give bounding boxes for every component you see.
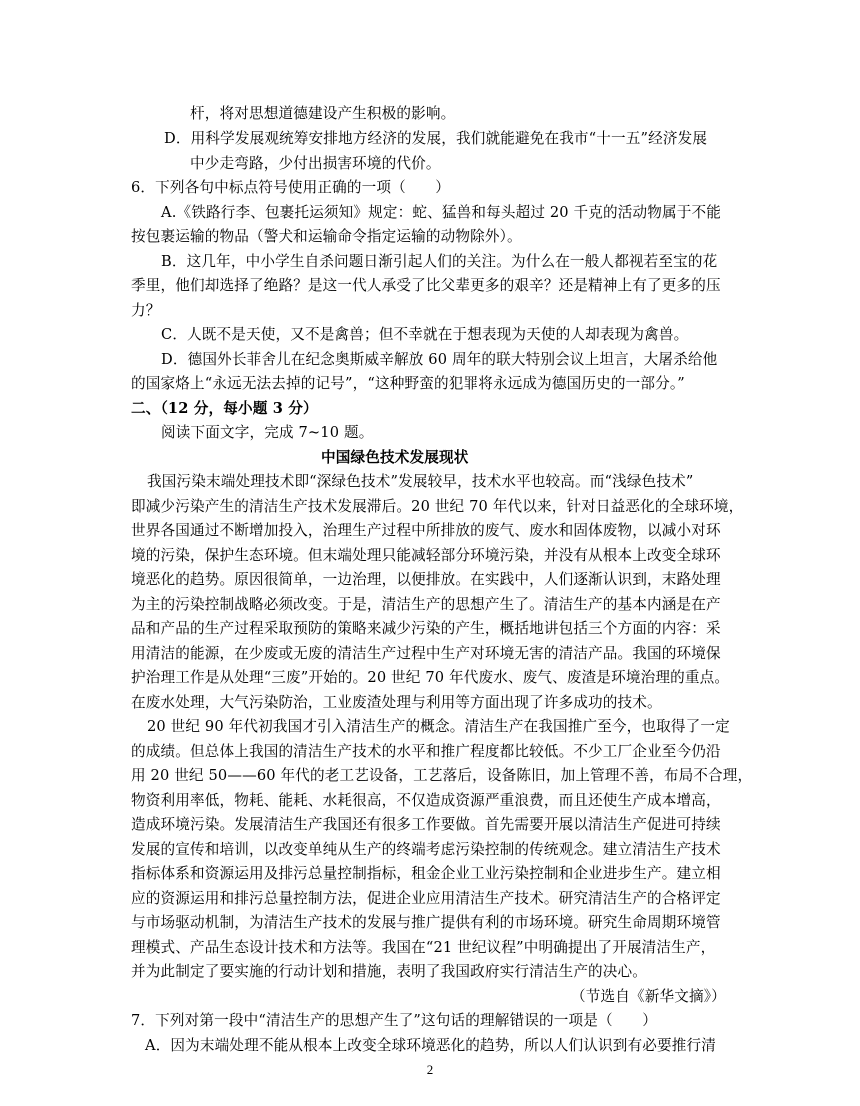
text-line: 力？ [131,302,161,319]
passage-line: 指标体系和资源运用及排污总量控制指标，租金企业工业污染控制和企业进步生产。建立相 [131,865,721,882]
text-line: 的国家烙上“永远无法去掉的记号”，“这种野蛮的犯罪将永远成为德国历史的一部分。” [131,375,685,392]
passage-line: 物资利用率低，物耗、能耗、水耗很高，不仅造成资源严重浪费，而且还使生产成本增高， [131,792,721,809]
question-6: 6．下列各句中标点符号使用正确的一项（ ） [131,179,451,196]
passage-line: 世界各国通过不断增加投入，治理生产过程中所排放的废气、废水和固体废物，以减小对环 [131,522,721,539]
text-line: 中少走弯路，少付出损害环境的代价。 [190,155,441,172]
instruction-line: 阅读下面文字，完成 7~10 题。 [161,424,374,441]
passage-line: 并为此制定了要实施的行动计划和措施，表明了我国政府实行清洁生产的决心。 [131,963,648,980]
passage-line: 境恶化的趋势。原因很简单，一边治理，以便排放。在实践中，人们逐渐认识到，末路处理 [131,571,721,588]
passage-line: 我国污染末端处理技术即“深绿色技术”发展较早，技术水平也较高。而“浅绿色技术” [147,473,694,490]
passage-line: 在废水处理，大气污染防治，工业废渣处理与利用等方面出现了许多成功的技术。 [131,694,662,711]
option-d-line: D．德国外长菲舍儿在纪念奥斯威辛解放 60 周年的联大特别会议上坦言，大屠杀给他 [161,351,718,368]
option-a-line: A.《铁路行李、包裹托运须知》规定：蛇、猛兽和每头超过 20 千克的活动物属于不能 [161,204,721,221]
text-line: 季里，他们却选择了绝路？是这一代人承受了比父辈更多的艰辛？还是精神上有了更多的压 [131,277,721,294]
passage-line: 品和产品的生产过程采取预防的策略来减少污染的产生，概括地讲包括三个方面的内容：采 [131,620,721,637]
text-line: 杆，将对思想道德建设产生积极的影响。 [190,105,456,122]
passage-line: 理模式、产品生态设计技术和方法等。我国在“21 世纪议程”中明确提出了开展清洁生产， [131,939,716,956]
text-line: 按包裹运输的物品（警犬和运输命令指定运输的动物除外）。 [131,228,522,245]
passage-line: 的成绩。但总体上我国的清洁生产技术的水平和推广程度都比较低。不少工厂企业至今仍沿 [131,743,721,760]
passage-line: 与市场驱动机制，为清洁生产技术的发展与推广提供有利的市场环境。研究生命周期环境管 [131,914,721,931]
passage-line: 造成环境污染。发展清洁生产我国还有很多工作要做。首先需要开展以清洁生产促进可持续 [131,816,721,833]
section-heading: 二、（12 分，每小题 3 分） [131,400,318,417]
passage-title: 中国绿色技术发展现状 [321,449,469,466]
question-7: 7．下列对第一段中“清洁生产的思想产生了”这句话的理解错误的一项是（ ） [131,1012,657,1029]
passage-line: 应的资源运用和排污总量控制方法，促进企业应用清洁生产技术。研究清洁生产的合格评定 [131,890,721,907]
passage-line: 用 20 世纪 50——60 年代的老工艺设备，工艺落后，设备陈旧，加上管理不善，布局不合理， [131,767,753,784]
passage-line: 20 世纪 90 年代初我国才引入清洁生产的概念。清洁生产在我国推广至今，也取得了一定 [147,718,730,735]
option-c-line: C．人既不是天使，又不是禽兽；但不幸就在于想表现为天使的人却表现为禽兽。 [161,326,689,343]
passage-line: 即减少污染产生的清洁生产技术发展滞后。20 世纪 70 年代以来，针对日益恶化的全球环境， [131,498,744,515]
option-a-line: A．因为末端处理不能从根本上改变全球环境恶化的趋势，所以人们认识到有必要推行清 [145,1037,716,1054]
option-d-line: D．用科学发展观统筹安排地方经济的发展，我们就能避免在我市“十一五”经济发展 [164,130,708,147]
passage-line: 发展的宣传和培训，以改变单纯从生产的终端考虑污染控制的传统观念。建立清洁生产技术 [131,841,721,858]
page-number: 2 [426,1062,434,1077]
passage-line: 护治理工作是从处理“三废”开始的。20 世纪 70 年代废水、废气、废渣是环境治理的重点。 [131,669,730,686]
passage-line: 用清洁的能源，在少废或无废的清洁生产过程中生产对环境无害的清洁产品。我国的环境保 [131,645,721,662]
passage-line: 为主的污染控制战略必须改变。于是，清洁生产的思想产生了。清洁生产的基本内涵是在产 [131,596,721,613]
passage-line: 境的污染，保护生态环境。但末端处理只能减轻部分环境污染，并没有从根本上改变全球环 [131,547,721,564]
source-citation: （节选自《新华文摘》） [571,988,726,1005]
option-b-line: B．这几年，中小学生自杀问题日渐引起人们的关注。为什么在一般人都视若至宝的花 [161,253,718,270]
